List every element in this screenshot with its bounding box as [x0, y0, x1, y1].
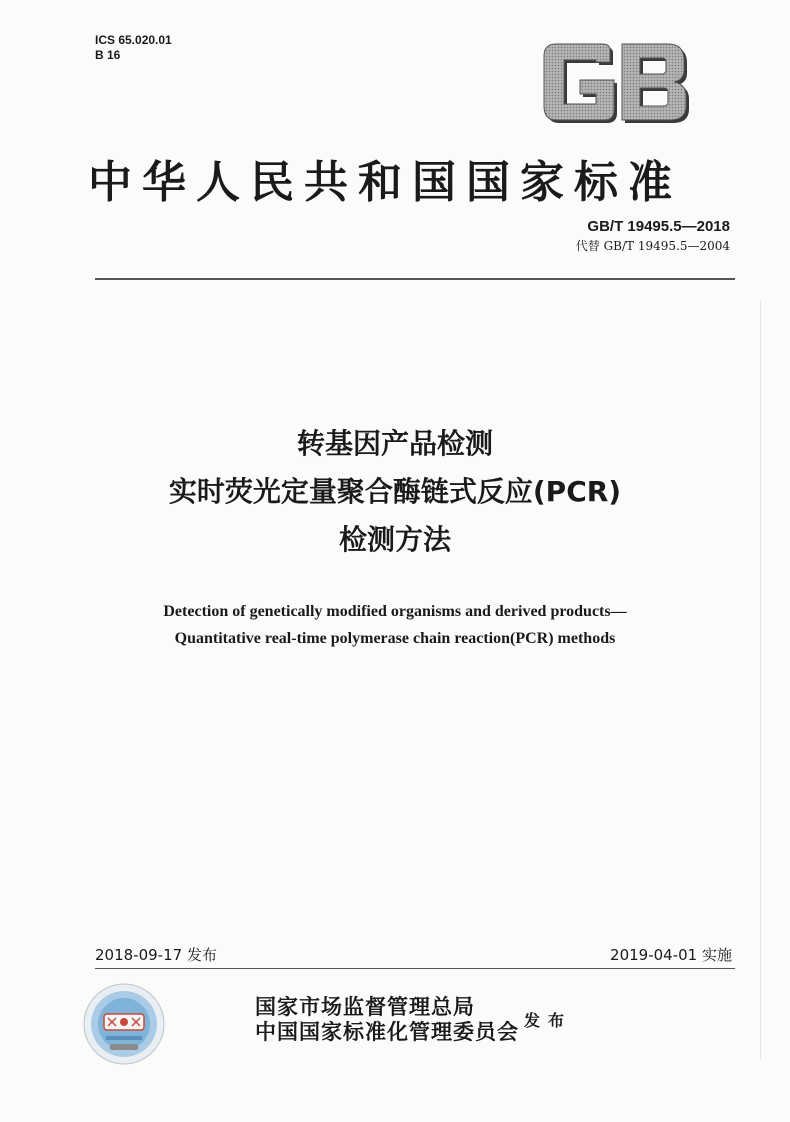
english-title-line-1: Detection of genetically modified organisms and derived products— — [163, 603, 627, 620]
chinese-title-line-3: 检测方法 — [338, 523, 451, 556]
anti-counterfeit-seal-icon — [82, 982, 166, 1066]
scan-edge-line — [760, 300, 761, 1060]
ccs-code: B 16 — [95, 48, 121, 62]
english-title-line-2: Quantitative real-time polymerase chain reaction(PCR) methods — [174, 630, 616, 647]
publish-label: 发布 — [524, 1011, 573, 1030]
issue-date: 2018-09-17 发布 — [95, 946, 217, 964]
ics-code: ICS 65.020.01 — [95, 33, 172, 47]
replaces-standard: 代替 GB/T 19495.5—2004 — [575, 239, 730, 253]
classification-codes — [95, 33, 172, 63]
publisher-sac: 中国国家标准化管理委员会 — [255, 1019, 519, 1044]
implementation-date: 2019-04-01 实施 — [610, 946, 732, 964]
chinese-title — [60, 420, 730, 564]
english-title — [60, 598, 730, 652]
national-standard-title: 中华人民共和国国家标准 — [88, 157, 682, 208]
header-divider — [95, 278, 735, 280]
chinese-title-line-1: 转基因产品检测 — [296, 427, 493, 460]
standard-number: GB/T 19495.5—2018 — [587, 218, 730, 235]
footer-divider — [95, 968, 735, 969]
chinese-title-line-2: 实时荧光定量聚合酶链式反应(PCR) — [168, 475, 622, 508]
publisher-samr: 国家市场监督管理总局 — [255, 994, 475, 1019]
gb-logo-icon — [536, 40, 692, 124]
publishing-organizations — [255, 994, 519, 1044]
